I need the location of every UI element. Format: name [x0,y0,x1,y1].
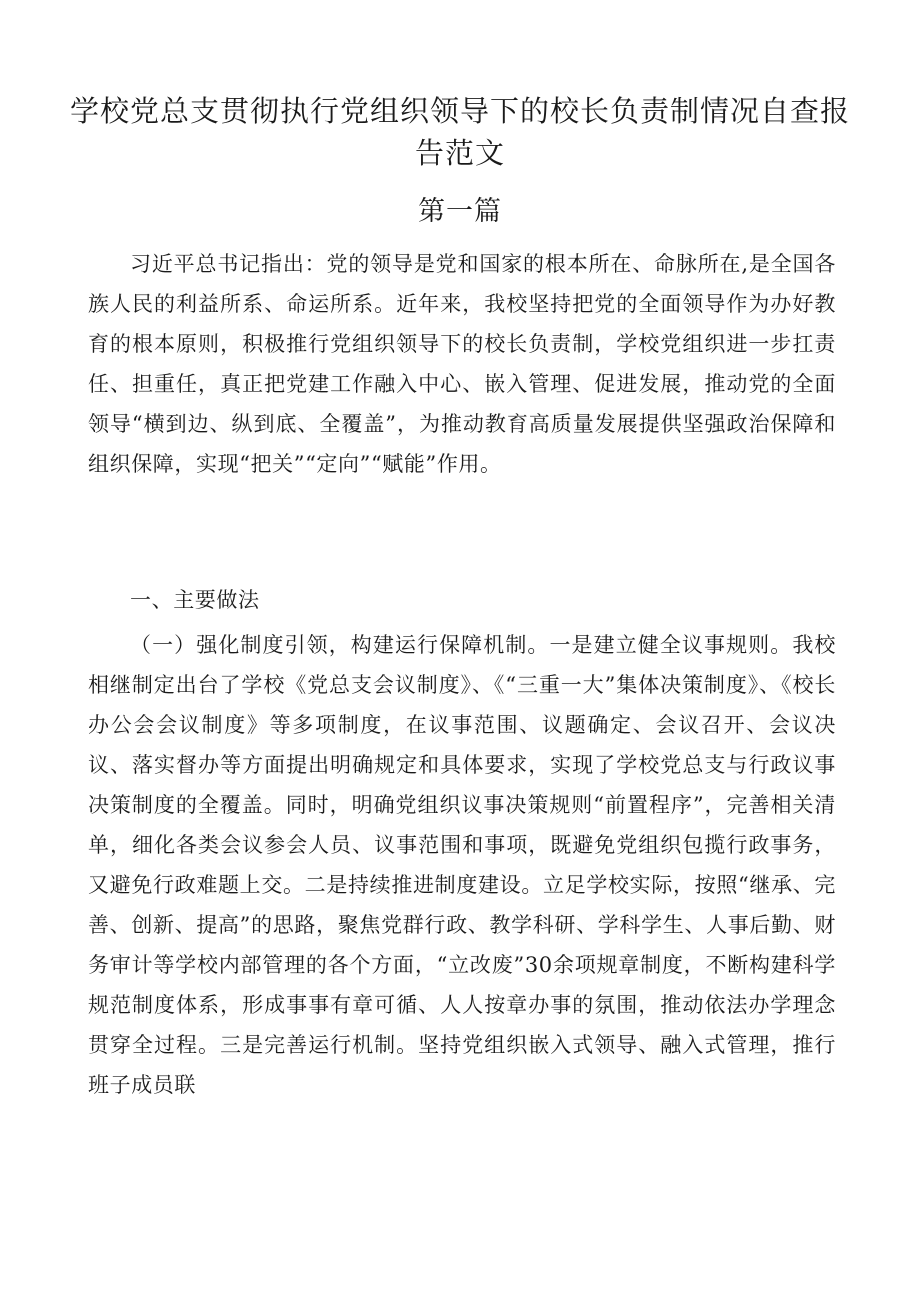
section-heading-main-practices: 一、主要做法 [130,588,260,612]
section-title: 第一篇 [418,196,502,227]
body-paragraph-1: （一）强化制度引领，构建运行保障机制。一是建立健全议事规则。我校相继制定出台了学校《党总支会议制度》、《“三重一大”集体决策制度》、《校长办公会会议制度》等多项制度，在议事范围、议题确定、会议召开、会议决议、落实督办等方面提出明确规定和具体要求，实现了学校党总支与行政议事决策制度的全覆盖。同时，明确党组织议事决策规则“前置程序”，完善相关清单，细化各类会议参会人员、议事范围和事项，既避免党组织包揽行政事务，又避免行政难题上交。二是持续推进制度建设。立足学校实际，按照“继承、完善、创新、提高”的思路，聚焦党群行政、教学科研、学科学生、人事后勤、财务审计等学校内部管理的各个方面，“立改废”30余项规章制度，不断构建科学规范制度体系，形成事事有章可循、人人按章办事的氛围，推动依法办学理念贯穿全过程。三是完善运行机制。坚持党组织嵌入式领导、融入式管理，推行班子成员联 [88,633,836,1097]
document-title: 学校党总支贯彻执行党组织领导下的校长负责制情况自查报告范文 [70,94,851,170]
intro-paragraph: 习近平总书记指出：党的领导是党和国家的根本所在、命脉所在,是全国各族人民的利益所系、命运所系。近年来，我校坚持把党的全面领导作为办好教育的根本原则，积极推行党组织领导下的校长负责制，学校党组织进一步扛责任、担重任，真正把党建工作融入中心、嵌入管理、促进发展，推动党的全面领导“横到边、纵到底、全覆盖”，为推动教育高质量发展提供坚强政治保障和组织保障，实现“把关”“定向”“赋能”作用。 [88,252,836,476]
